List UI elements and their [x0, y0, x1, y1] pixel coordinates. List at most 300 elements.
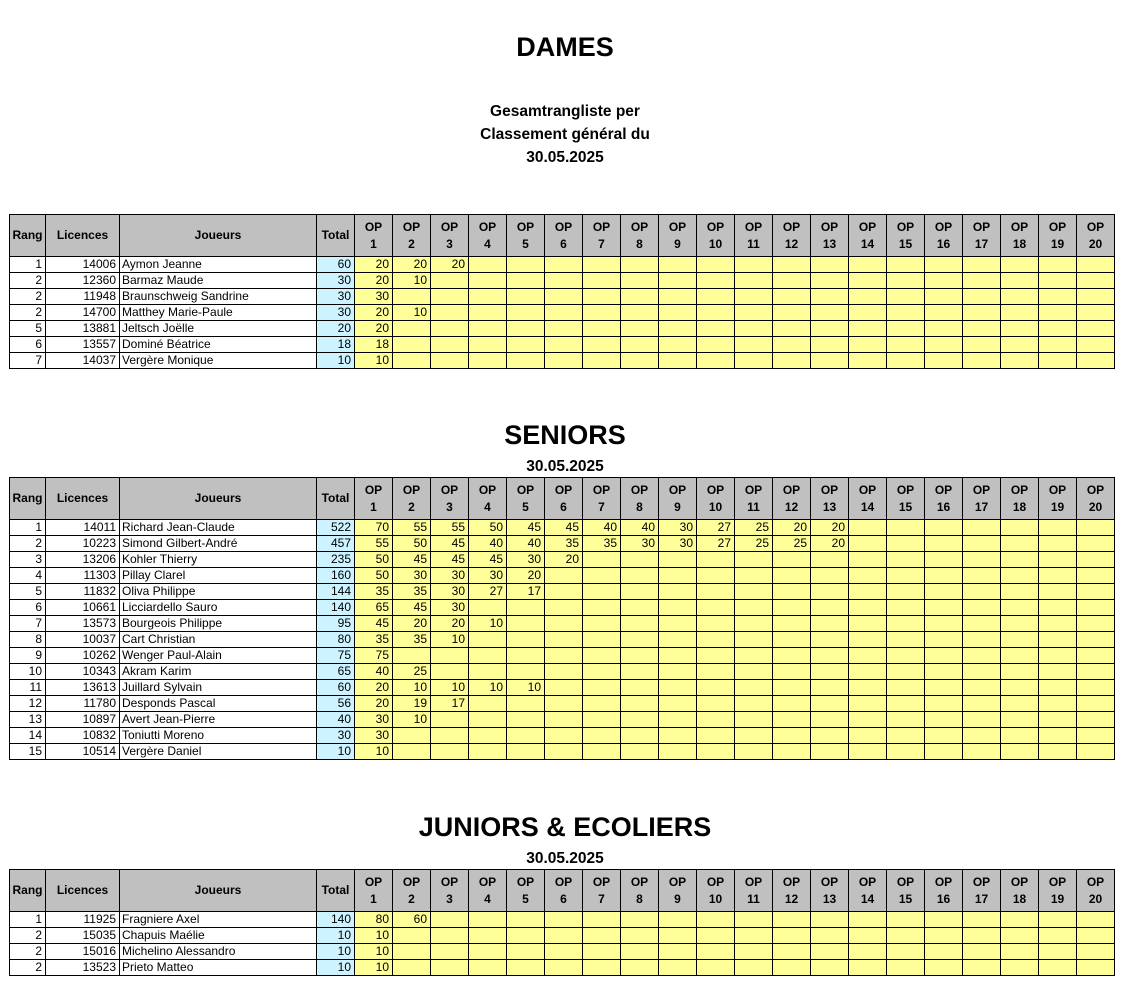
score-cell-op-2: 19: [393, 696, 431, 712]
score-cell-op-9: [659, 912, 697, 928]
score-cell-op-3: [431, 912, 469, 928]
total-cell: 10: [317, 960, 355, 976]
score-cell-op-6: [545, 305, 583, 321]
score-cell-op-7: [583, 728, 621, 744]
score-cell-op-18: [1001, 696, 1039, 712]
score-cell-op-3: 45: [431, 536, 469, 552]
score-cell-op-9: [659, 568, 697, 584]
score-cell-op-2: [393, 744, 431, 760]
score-cell-op-6: [545, 353, 583, 369]
score-cell-op-5: 30: [507, 552, 545, 568]
score-cell-op-12: [773, 552, 811, 568]
score-cell-op-1: 10: [355, 960, 393, 976]
score-cell-op-18: [1001, 960, 1039, 976]
rang-cell: 2: [10, 928, 46, 944]
score-cell-op-6: [545, 632, 583, 648]
score-cell-op-4: [469, 648, 507, 664]
player-name-cell: Matthey Marie-Paule: [120, 305, 317, 321]
rang-cell: 11: [10, 680, 46, 696]
score-cell-op-18: [1001, 744, 1039, 760]
score-cell-op-11: [735, 648, 773, 664]
score-cell-op-14: [849, 616, 887, 632]
score-cell-op-2: [393, 944, 431, 960]
score-cell-op-8: [621, 928, 659, 944]
score-cell-op-13: [811, 257, 849, 273]
score-cell-op-2: 45: [393, 552, 431, 568]
rang-cell: 6: [10, 600, 46, 616]
col-header-op-2: OP 2: [393, 215, 431, 257]
score-cell-op-7: [583, 353, 621, 369]
score-cell-op-13: [811, 600, 849, 616]
score-cell-op-8: [621, 632, 659, 648]
col-header-licences: Licences: [46, 215, 120, 257]
score-cell-op-1: 20: [355, 305, 393, 321]
total-cell: 95: [317, 616, 355, 632]
col-header-op-12: OP 12: [773, 478, 811, 520]
col-header-rang: Rang: [10, 870, 46, 912]
dames-subtitle-line-3: 30.05.2025: [526, 149, 604, 166]
score-cell-op-8: [621, 353, 659, 369]
col-header-op-7: OP 7: [583, 215, 621, 257]
score-cell-op-14: [849, 536, 887, 552]
score-cell-op-3: [431, 960, 469, 976]
score-cell-op-18: [1001, 928, 1039, 944]
score-cell-op-8: [621, 912, 659, 928]
score-cell-op-6: 35: [545, 536, 583, 552]
score-cell-op-10: [697, 944, 735, 960]
score-cell-op-2: [393, 728, 431, 744]
score-cell-op-19: [1039, 648, 1077, 664]
score-cell-op-13: [811, 289, 849, 305]
rang-cell: 2: [10, 944, 46, 960]
score-cell-op-12: [773, 632, 811, 648]
score-cell-op-8: [621, 337, 659, 353]
rang-cell: 7: [10, 616, 46, 632]
score-cell-op-19: [1039, 568, 1077, 584]
score-cell-op-19: [1039, 728, 1077, 744]
score-cell-op-16: [925, 912, 963, 928]
score-cell-op-8: [621, 321, 659, 337]
score-cell-op-11: [735, 257, 773, 273]
score-cell-op-6: [545, 744, 583, 760]
score-cell-op-14: [849, 680, 887, 696]
score-cell-op-3: 45: [431, 552, 469, 568]
table-row: [10, 944, 1115, 960]
score-cell-op-20: [1077, 289, 1115, 305]
score-cell-op-16: [925, 696, 963, 712]
score-cell-op-9: [659, 680, 697, 696]
score-cell-op-11: [735, 744, 773, 760]
licence-cell: 13523: [46, 960, 120, 976]
score-cell-op-19: [1039, 912, 1077, 928]
score-cell-op-8: [621, 568, 659, 584]
score-cell-op-11: [735, 912, 773, 928]
total-cell: 60: [317, 257, 355, 273]
rang-cell: 2: [10, 305, 46, 321]
score-cell-op-8: [621, 552, 659, 568]
licence-cell: 15035: [46, 928, 120, 944]
score-cell-op-4: 50: [469, 520, 507, 536]
score-cell-op-13: [811, 696, 849, 712]
score-cell-op-17: [963, 552, 1001, 568]
score-cell-op-7: [583, 552, 621, 568]
total-cell: 75: [317, 648, 355, 664]
score-cell-op-8: [621, 584, 659, 600]
total-cell: 140: [317, 600, 355, 616]
score-cell-op-19: [1039, 305, 1077, 321]
score-cell-op-15: [887, 353, 925, 369]
col-header-op-15: OP 15: [887, 215, 925, 257]
score-cell-op-1: 20: [355, 680, 393, 696]
score-cell-op-5: [507, 353, 545, 369]
table-row: [10, 712, 1115, 728]
score-cell-op-14: [849, 321, 887, 337]
col-header-op-6: OP 6: [545, 215, 583, 257]
score-cell-op-12: [773, 289, 811, 305]
score-cell-op-18: [1001, 289, 1039, 305]
licence-cell: 10223: [46, 536, 120, 552]
score-cell-op-6: [545, 257, 583, 273]
header-row: [10, 215, 1115, 257]
score-cell-op-19: [1039, 696, 1077, 712]
col-header-op-14: OP 14: [849, 870, 887, 912]
score-cell-op-9: [659, 552, 697, 568]
score-cell-op-12: [773, 664, 811, 680]
score-cell-op-17: [963, 568, 1001, 584]
score-cell-op-14: [849, 337, 887, 353]
score-cell-op-13: [811, 928, 849, 944]
col-header-op-11: OP 11: [735, 215, 773, 257]
score-cell-op-1: 18: [355, 337, 393, 353]
score-cell-op-14: [849, 664, 887, 680]
score-cell-op-2: 10: [393, 712, 431, 728]
col-header-op-16: OP 16: [925, 870, 963, 912]
score-cell-op-1: 35: [355, 632, 393, 648]
score-cell-op-1: 45: [355, 616, 393, 632]
score-cell-op-6: [545, 944, 583, 960]
score-cell-op-2: 10: [393, 273, 431, 289]
col-header-op-12: OP 12: [773, 215, 811, 257]
score-cell-op-12: [773, 960, 811, 976]
score-cell-op-7: [583, 321, 621, 337]
score-cell-op-1: 20: [355, 696, 393, 712]
score-cell-op-14: [849, 960, 887, 976]
total-cell: 10: [317, 944, 355, 960]
col-header-op-1: OP 1: [355, 215, 393, 257]
table-row: [10, 536, 1115, 552]
player-name-cell: Oliva Philippe: [120, 584, 317, 600]
score-cell-op-19: [1039, 584, 1077, 600]
licence-cell: 11832: [46, 584, 120, 600]
score-cell-op-9: [659, 257, 697, 273]
score-cell-op-14: [849, 744, 887, 760]
score-cell-op-10: [697, 960, 735, 976]
score-cell-op-13: [811, 337, 849, 353]
score-cell-op-19: [1039, 600, 1077, 616]
licence-cell: 13881: [46, 321, 120, 337]
dames-subtitle-line-1: Gesamtrangliste per: [490, 103, 640, 120]
score-cell-op-14: [849, 928, 887, 944]
score-cell-op-18: [1001, 337, 1039, 353]
score-cell-op-16: [925, 600, 963, 616]
score-cell-op-11: [735, 728, 773, 744]
total-cell: 56: [317, 696, 355, 712]
score-cell-op-5: [507, 321, 545, 337]
score-cell-op-18: [1001, 648, 1039, 664]
score-cell-op-17: [963, 584, 1001, 600]
score-cell-op-20: [1077, 632, 1115, 648]
score-cell-op-13: 20: [811, 520, 849, 536]
score-cell-op-15: [887, 305, 925, 321]
col-header-op-15: OP 15: [887, 870, 925, 912]
col-header-rang: Rang: [10, 215, 46, 257]
col-header-op-6: OP 6: [545, 870, 583, 912]
col-header-total: Total: [317, 870, 355, 912]
score-cell-op-7: [583, 632, 621, 648]
score-cell-op-4: [469, 321, 507, 337]
score-cell-op-7: [583, 337, 621, 353]
licence-cell: 13557: [46, 337, 120, 353]
score-cell-op-5: [507, 273, 545, 289]
score-cell-op-4: [469, 744, 507, 760]
score-cell-op-14: [849, 728, 887, 744]
score-cell-op-19: [1039, 960, 1077, 976]
licence-cell: 11303: [46, 568, 120, 584]
score-cell-op-20: [1077, 744, 1115, 760]
score-cell-op-6: [545, 712, 583, 728]
score-cell-op-11: [735, 321, 773, 337]
rang-cell: 6: [10, 337, 46, 353]
total-cell: 140: [317, 912, 355, 928]
player-name-cell: Prieto Matteo: [120, 960, 317, 976]
score-cell-op-8: [621, 664, 659, 680]
score-cell-op-13: [811, 632, 849, 648]
score-cell-op-20: [1077, 712, 1115, 728]
score-cell-op-19: [1039, 289, 1077, 305]
score-cell-op-8: [621, 273, 659, 289]
score-cell-op-5: [507, 728, 545, 744]
score-cell-op-20: [1077, 648, 1115, 664]
score-cell-op-13: [811, 944, 849, 960]
score-cell-op-16: [925, 337, 963, 353]
score-cell-op-14: [849, 696, 887, 712]
table-row: [10, 960, 1115, 976]
score-cell-op-11: [735, 305, 773, 321]
score-cell-op-7: 35: [583, 536, 621, 552]
total-cell: 457: [317, 536, 355, 552]
score-cell-op-10: [697, 337, 735, 353]
score-cell-op-10: [697, 744, 735, 760]
score-cell-op-11: [735, 289, 773, 305]
score-cell-op-5: 20: [507, 568, 545, 584]
score-cell-op-13: [811, 712, 849, 728]
col-header-op-5: OP 5: [507, 478, 545, 520]
score-cell-op-5: [507, 289, 545, 305]
player-name-cell: Chapuis Maélie: [120, 928, 317, 944]
score-cell-op-8: [621, 648, 659, 664]
col-header-joueurs: Joueurs: [120, 478, 317, 520]
col-header-op-14: OP 14: [849, 478, 887, 520]
score-cell-op-20: [1077, 568, 1115, 584]
score-cell-op-17: [963, 696, 1001, 712]
col-header-op-8: OP 8: [621, 478, 659, 520]
score-cell-op-3: [431, 289, 469, 305]
rang-cell: 14: [10, 728, 46, 744]
score-cell-op-4: 40: [469, 536, 507, 552]
score-cell-op-18: [1001, 584, 1039, 600]
col-header-op-5: OP 5: [507, 870, 545, 912]
total-cell: 80: [317, 632, 355, 648]
score-cell-op-18: [1001, 616, 1039, 632]
total-cell: 30: [317, 289, 355, 305]
col-header-op-16: OP 16: [925, 215, 963, 257]
score-cell-op-11: [735, 584, 773, 600]
score-cell-op-5: [507, 257, 545, 273]
rang-cell: 10: [10, 664, 46, 680]
score-cell-op-1: 30: [355, 728, 393, 744]
score-cell-op-2: 50: [393, 536, 431, 552]
score-cell-op-6: [545, 648, 583, 664]
score-cell-op-12: [773, 337, 811, 353]
score-cell-op-8: [621, 289, 659, 305]
score-cell-op-3: [431, 337, 469, 353]
score-cell-op-20: [1077, 257, 1115, 273]
score-cell-op-20: [1077, 584, 1115, 600]
score-cell-op-19: [1039, 321, 1077, 337]
score-cell-op-10: [697, 353, 735, 369]
score-cell-op-7: [583, 600, 621, 616]
player-name-cell: Toniutti Moreno: [120, 728, 317, 744]
score-cell-op-16: [925, 648, 963, 664]
score-cell-op-6: [545, 584, 583, 600]
table-row: [10, 568, 1115, 584]
score-cell-op-9: [659, 273, 697, 289]
table-row: [10, 728, 1115, 744]
score-cell-op-5: [507, 632, 545, 648]
col-header-op-8: OP 8: [621, 870, 659, 912]
score-cell-op-9: [659, 584, 697, 600]
score-cell-op-15: [887, 568, 925, 584]
score-cell-op-13: [811, 744, 849, 760]
score-cell-op-3: 20: [431, 616, 469, 632]
total-cell: 20: [317, 321, 355, 337]
player-name-cell: Vergère Daniel: [120, 744, 317, 760]
licence-cell: 14037: [46, 353, 120, 369]
score-cell-op-13: 20: [811, 536, 849, 552]
score-cell-op-7: [583, 944, 621, 960]
rang-cell: 3: [10, 552, 46, 568]
score-cell-op-2: [393, 353, 431, 369]
score-cell-op-1: 20: [355, 273, 393, 289]
score-cell-op-11: [735, 664, 773, 680]
score-cell-op-4: [469, 273, 507, 289]
score-cell-op-15: [887, 321, 925, 337]
score-cell-op-18: [1001, 568, 1039, 584]
col-header-op-14: OP 14: [849, 215, 887, 257]
col-header-op-18: OP 18: [1001, 870, 1039, 912]
score-cell-op-8: [621, 680, 659, 696]
score-cell-op-12: [773, 712, 811, 728]
table-row: [10, 353, 1115, 369]
score-cell-op-2: 60: [393, 912, 431, 928]
score-cell-op-14: [849, 648, 887, 664]
score-cell-op-4: [469, 912, 507, 928]
player-name-cell: Licciardello Sauro: [120, 600, 317, 616]
player-name-cell: Jeltsch Joëlle: [120, 321, 317, 337]
score-cell-op-18: [1001, 632, 1039, 648]
score-cell-op-15: [887, 520, 925, 536]
dames-subtitle-line-2: Classement général du: [480, 126, 650, 143]
score-cell-op-17: [963, 616, 1001, 632]
col-header-op-18: OP 18: [1001, 215, 1039, 257]
score-cell-op-15: [887, 960, 925, 976]
score-cell-op-5: [507, 960, 545, 976]
score-cell-op-6: 45: [545, 520, 583, 536]
score-cell-op-17: [963, 928, 1001, 944]
player-name-cell: Dominé Béatrice: [120, 337, 317, 353]
score-cell-op-15: [887, 744, 925, 760]
score-cell-op-5: [507, 616, 545, 632]
score-cell-op-13: [811, 584, 849, 600]
score-cell-op-1: 10: [355, 744, 393, 760]
rang-cell: 1: [10, 520, 46, 536]
score-cell-op-17: [963, 273, 1001, 289]
total-cell: 30: [317, 273, 355, 289]
score-cell-op-13: [811, 912, 849, 928]
score-cell-op-8: [621, 712, 659, 728]
table-row: [10, 273, 1115, 289]
col-header-op-11: OP 11: [735, 478, 773, 520]
col-header-op-19: OP 19: [1039, 215, 1077, 257]
header-row: [10, 870, 1115, 912]
score-cell-op-8: [621, 616, 659, 632]
score-cell-op-10: [697, 680, 735, 696]
score-cell-op-12: [773, 305, 811, 321]
score-cell-op-6: [545, 337, 583, 353]
col-header-op-17: OP 17: [963, 478, 1001, 520]
score-cell-op-2: 10: [393, 680, 431, 696]
col-header-op-2: OP 2: [393, 870, 431, 912]
score-cell-op-20: [1077, 912, 1115, 928]
score-cell-op-16: [925, 712, 963, 728]
score-cell-op-9: [659, 289, 697, 305]
score-cell-op-13: [811, 321, 849, 337]
score-cell-op-6: [545, 728, 583, 744]
score-cell-op-10: [697, 321, 735, 337]
col-header-op-10: OP 10: [697, 215, 735, 257]
score-cell-op-4: [469, 712, 507, 728]
score-cell-op-3: 20: [431, 257, 469, 273]
score-cell-op-14: [849, 632, 887, 648]
score-cell-op-13: [811, 353, 849, 369]
score-cell-op-5: [507, 600, 545, 616]
score-cell-op-11: 25: [735, 536, 773, 552]
col-header-licences: Licences: [46, 478, 120, 520]
player-name-cell: Richard Jean-Claude: [120, 520, 317, 536]
score-cell-op-2: 30: [393, 568, 431, 584]
score-cell-op-1: 10: [355, 944, 393, 960]
score-cell-op-16: [925, 744, 963, 760]
juniors-subtitle-date: 30.05.2025: [526, 850, 604, 867]
score-cell-op-1: 35: [355, 584, 393, 600]
score-cell-op-3: [431, 944, 469, 960]
rang-cell: 2: [10, 273, 46, 289]
score-cell-op-20: [1077, 928, 1115, 944]
player-name-cell: Cart Christian: [120, 632, 317, 648]
score-cell-op-1: 30: [355, 712, 393, 728]
score-cell-op-1: 20: [355, 257, 393, 273]
col-header-op-16: OP 16: [925, 478, 963, 520]
